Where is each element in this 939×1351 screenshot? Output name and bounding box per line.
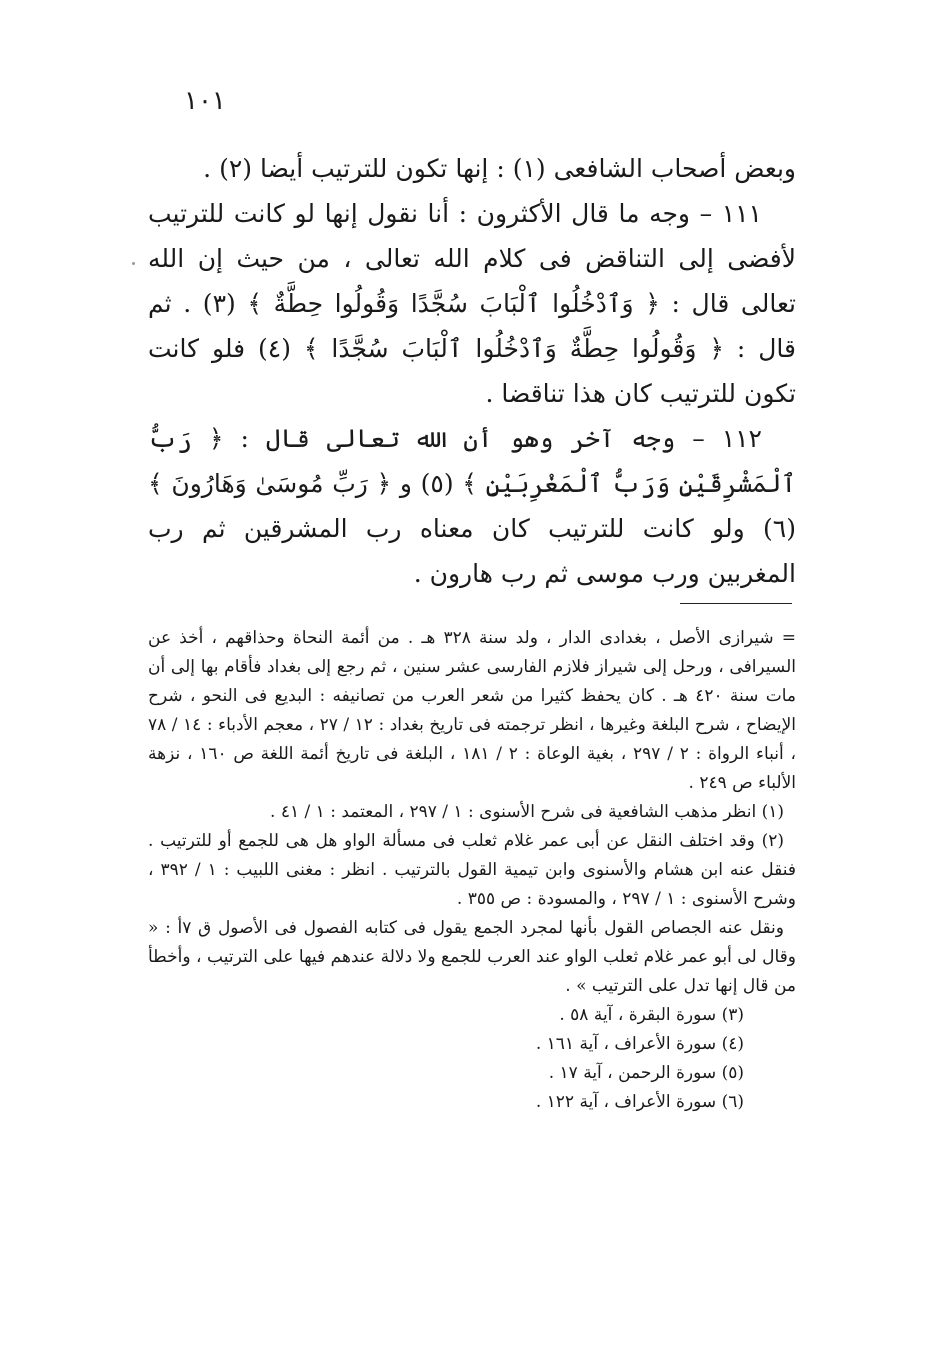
main-text (148, 146, 796, 596)
footnote-5: (٥) سورة الرحمن ، آية ١٧ . (548, 1063, 744, 1083)
margin-mark (132, 262, 135, 265)
footnote-4: (٤) سورة الأعراف ، آية ١٦١ . (535, 1034, 744, 1054)
footnote-continuation: = شيرازى الأصل ، بغدادى الدار ، ولد سنة ٣٢٨ هـ . من أئمة النحاة وحذاقهم ، أخذ عن السيرافى ، ورحل إلى شيراز فلازم الفارسى عشر سنين ، ثم رجع إلى بغداد فأقام بها إلى أن مات سنة ٤٢٠ هـ . كان يحفظ كثيرا من شعر العرب من تصانيفه : البديع فى النحو ، شرح الإيضاح ، شرح البلغة وغيرها ، انظر ترجمته فى تاريخ بغداد : ١٢ / ٢٧ ، معجم الأدباء : ١٤ / ٧٨ ، أنباء الرواة : ٢ / ٢٩٧ ، بغية الوعاة : ٢ / ١٨١ ، البلغة فى تاريخ أئمة اللغة ص ١٦٠ ، نزهة الألباء ص ٢٤٩ . (148, 628, 797, 793)
page-number: ١٠١ (184, 86, 226, 116)
footnote-separator (680, 603, 792, 604)
footnote-2: (٢) وقد اختلف النقل عن أبى عمر غلام ثعلب فى مسألة الواو هل هى للجمع أو للترتيب . فنقل عنه ابن هشام والأسنوى وابن تيمية القول بالترتيب . انظر : مغنى اللبيب : ١ / ٣٩٢ ، وشرح الأسنوى : ١ / ٢٩٧ ، والمسودة : ص ٣٥٥ . (148, 831, 796, 909)
paragraph-1: وبعض أصحاب الشافعى (١) : إنها تكون للترتيب أيضا (٢) . (203, 154, 796, 183)
footnote-2-continued: ونقل عنه الجصاص القول بأنها لمجرد الجمع يقول فى كتابه الفصول فى الأصول ق ٧أ : « وقال لى أبو عمر غلام ثعلب الواو عند العرب للجمع ولا دلالة عندهم فيها على الترتيب ، وأخطأ من قال إنها تدل على الترتيب » . (148, 918, 796, 996)
footnote-1: (١) انظر مذهب الشافعية فى شرح الأسنوى : ١ / ٢٩٧ ، المعتمد : ١ / ٤١ . (270, 802, 784, 822)
footnote-3: (٣) سورة البقرة ، آية ٥٨ . (559, 1005, 744, 1025)
footnotes (148, 624, 796, 1117)
footnote-6: (٦) سورة الأعراف ، آية ١٢٢ . (535, 1092, 744, 1112)
paragraph-111: ١١١ – وجه ما قال الأكثرون : أنا نقول إنها لو كانت للترتيب لأفضى إلى التناقض فى كلام الله تعالى ، من حيث إن الله تعالى قال : ﴿ وَٱدْخُلُوا ٱلْبَابَ سُجَّدًا وَقُولُوا حِطَّةٌ ﴾ (٣) . ثم قال : ﴿ وَقُولُوا حِطَّةٌ وَٱدْخُلُوا ٱلْبَابَ سُجَّدًا ﴾ (٤) فلو كانت تكون للترتيب كان هذا تناقضا . (148, 199, 796, 408)
paragraph-112: ١١٢ – وجه آخر وهو أن الله تعالى قال : ﴿ رَبُّ ٱلْمَشْرِقَيْنِ وَرَبُّ ٱلْمَغْرِبَيْنِ ﴾ (٥) و ﴿ رَبِّ مُوسَىٰ وَهَارُونَ ﴾ (٦) ولو كانت للترتيب كان معناه رب المشرقين ثم رب المغربين ورب موسى ثم رب هارون . (148, 424, 796, 588)
